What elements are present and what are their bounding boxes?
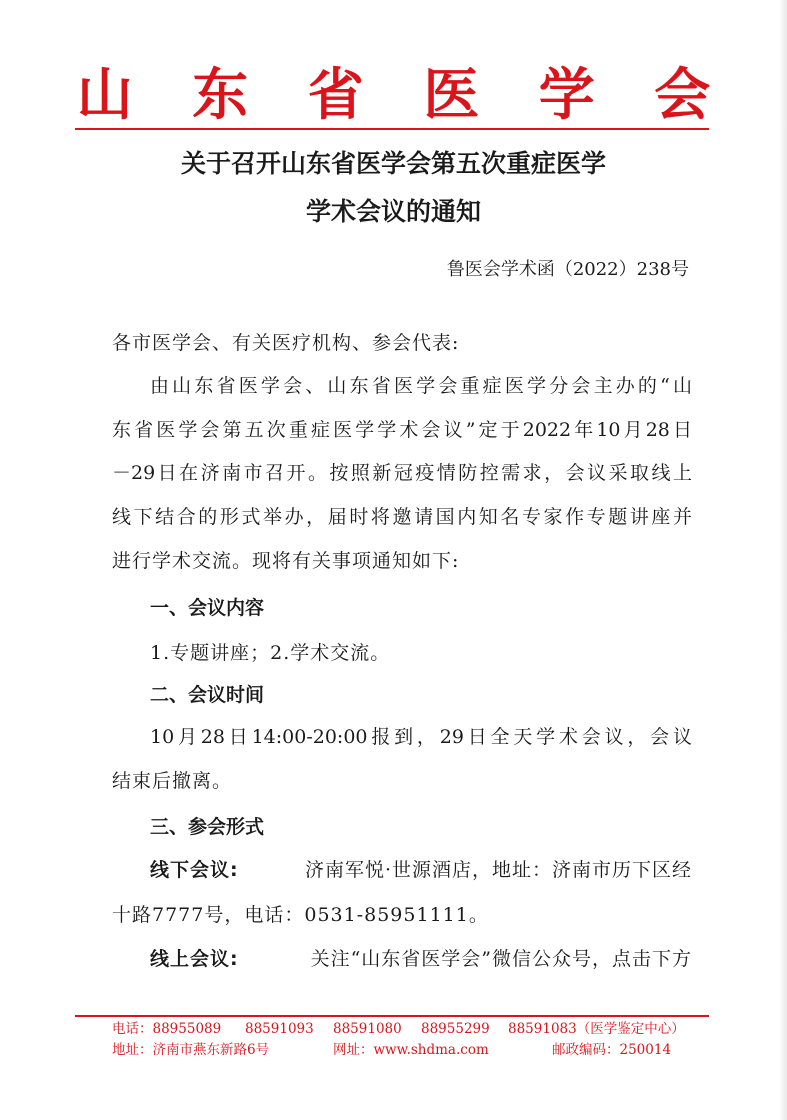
footer-phone-2: 88591093 <box>245 1021 314 1037</box>
online-label: 线上会议: <box>150 948 239 970</box>
intro-line-5: 进行学术交流。现将有关事项通知如下: <box>112 550 460 572</box>
footer-postcode: 邮政编码：250014 <box>552 1042 672 1058</box>
section2-heading: 二、会议时间 <box>150 684 265 706</box>
page-edge-shadow <box>779 0 787 1120</box>
offline-text-1: 济南军悦·世源酒店，地址：济南市历下区经 <box>304 859 692 881</box>
letterhead-org-name: 山 东 省 医 学 会 <box>76 62 731 128</box>
section2-line-2: 结束后撤离。 <box>112 770 233 792</box>
section3-heading: 三、参会形式 <box>150 816 265 838</box>
footer-phone-5: 88591083（医学鉴定中心） <box>508 1021 685 1037</box>
document-title-line2: 学术会议的通知 <box>305 197 481 226</box>
offline-text-2: 十路7777号，电话：0531-85951111。 <box>112 904 489 926</box>
intro-line-4: 线下结合的形式举办，届时将邀请国内知名专家作专题讲座并 <box>112 506 692 528</box>
footer-phone-1: 电话：88955089 <box>112 1021 222 1037</box>
intro-line-1: 由山东省医学会、山东省医学会重症医学分会主办的“山 <box>150 375 692 397</box>
footer-red-rule <box>75 1015 709 1017</box>
offline-label: 线下会议: <box>150 859 239 881</box>
document-number: 鲁医会学术函（2022）238号 <box>446 259 689 280</box>
section2-line-1: 10月28日14:00-20:00报到，29日全天学术会议，会议 <box>150 726 692 748</box>
footer-website: 网址：www.shdma.com <box>333 1042 489 1058</box>
section1-text: 1.专题讲座；2.学术交流。 <box>150 642 391 664</box>
footer-phone-4: 88955299 <box>421 1021 490 1037</box>
footer-address: 地址：济南市燕东新路6号 <box>112 1042 270 1058</box>
online-text-1: 关注“山东省医学会”微信公众号，点击下方 <box>310 948 692 970</box>
offline-meeting-line <box>150 857 692 883</box>
footer-phone-3: 88591080 <box>333 1021 402 1037</box>
salutation: 各市医学会、有关医疗机构、参会代表: <box>112 332 460 354</box>
online-meeting-line <box>150 946 692 972</box>
letterhead-red-rule <box>75 128 709 130</box>
intro-line-3: －29日在济南市召开。按照新冠疫情防控需求，会议采取线上 <box>112 462 692 484</box>
document-title-line1: 关于召开山东省医学会第五次重症医学 <box>180 149 606 178</box>
section1-heading: 一、会议内容 <box>150 597 265 619</box>
intro-line-2: 东省医学会第五次重症医学学术会议”定于2022年10月28日 <box>112 419 692 441</box>
